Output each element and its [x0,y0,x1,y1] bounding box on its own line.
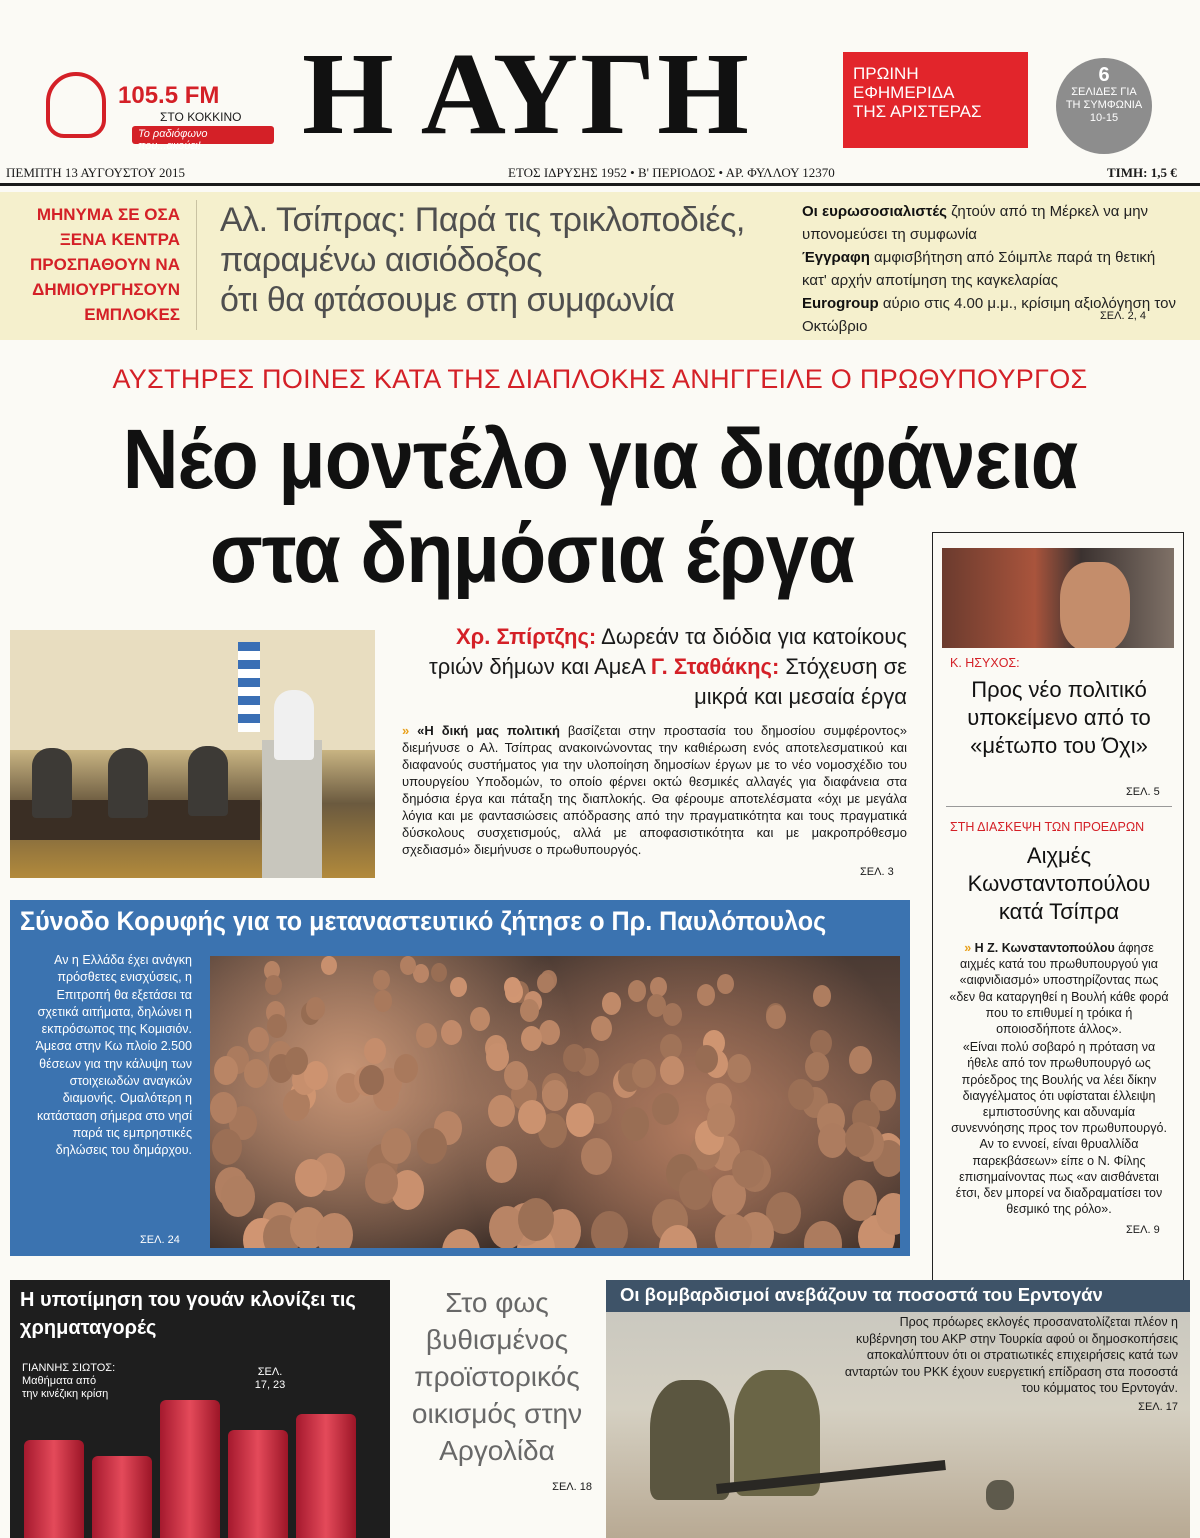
crowd-head [602,992,621,1015]
badge-line: ΣΕΛΙΔΕΣ ΓΙΑ [1071,86,1137,98]
crowd-head [845,1122,874,1157]
body-lead: Η Ζ. Κωνσταντοπούλου [974,941,1115,955]
radio-ad[interactable] [40,68,262,152]
banknote-roll [24,1440,84,1538]
crowd-head [416,1023,437,1048]
arrow-icon: » [402,723,410,738]
crowd-head [707,1103,735,1137]
banknote-roll [92,1456,152,1538]
badge-line: 10-15 [1089,112,1119,124]
crowd-head [304,1061,328,1090]
crowd-head [486,1146,517,1183]
crowd-head [518,1100,546,1134]
argolida-headline: Στο φως βυθισμένος προϊστορικός οικισμός στην Αργολίδα [411,1287,583,1466]
crowd-head [813,985,831,1007]
subhead-name: Χρ. Σπίρτζης: [455,624,597,649]
main-subhead [402,622,907,712]
portrait-face [1060,562,1130,648]
strip-headline-line: Αλ. Τσίπρας: Παρά τις τρικλοποδιές, [220,201,745,239]
right-kicker: Κ. ΗΣΥΧΟΣ: [950,656,1020,670]
crowd-head [732,1150,764,1188]
main-kicker: ΑΥΣΤΗΡΕΣ ΠΟΙΝΕΣ ΚΑΤΑ ΤΗΣ ΔΙΑΠΛΟΚΗΣ ΑΝΗΓΓΕΙΛΕ Ο ΠΡΩΘΥΠΟΥΡΓΟΣ [112,364,1088,394]
crowd-head [717,974,734,994]
subhead-text: Δωρεάν τα διόδια για κατοίκους τριών δήμων και ΑμεΑ [429,624,907,679]
crowd-head [628,980,646,1002]
crowd-head [621,1107,649,1141]
crowd-head [766,1005,786,1029]
greek-flag-icon [238,642,260,732]
crowd-head [818,1123,847,1158]
radio-subtitle: ΣΤΟ ΚΟΚΚΙΝΟ [160,110,242,124]
argolida-story[interactable] [402,1284,592,1506]
yuan-story[interactable] [10,1280,390,1538]
body-lead: «Η δική μας πολιτική [417,723,560,738]
price: ΤΙΜΗ: 1,5 € [1107,165,1177,180]
newspaper-logo: Η ΑΥΓΗ [302,28,751,159]
photo-person [32,748,72,818]
right-kicker: ΣΤΗ ΔΙΑΣΚΕΨΗ ΤΩΝ ΠΡΟΕΔΡΩΝ [950,820,1145,834]
strip-headline-line: ότι θα φτάσουμε στη συμφωνία [220,281,675,319]
top-strip [0,192,1200,340]
body-text: «Είναι πολύ σοβαρό η πρόταση να ήθελε από τον πρωθυπουργό ως πρόεδρος της Βουλής να λέει δίκην διαγγέλματος ότι υφίσταται έλλειψη εμπιστοσύνης και αδυναμία συνεννόησης προς τον πρωθυπουργό. Αν το εννοεί, είναι θρυαλλίδα παρεκβάσεων» είπε ο Ν. Φίλης επισημαίνοντας πως «αν αισθάνεται έτσι, δεν μπορεί να διαδραματίσει τον θεσμικό της ρόλο». [951,1040,1167,1217]
photo-backdrop [10,630,375,750]
crowd-head [265,975,282,995]
arrow-icon: » [964,941,972,955]
crowd-head [221,1176,255,1217]
crowd-head [591,1016,612,1041]
strip-left-line: ΞΕΝΑ ΚΕΝΤΡΑ [59,230,180,249]
issue-info: ΕΤΟΣ ΙΔΡΥΣΗΣ 1952 • Β' ΠΕΡΙΟΔΟΣ • ΑΡ. ΦΥΛΛΟΥ 12370 [508,165,835,180]
right-headline[interactable]: Προς νέο πολιτικό υποκείμενο από το «μέτωπο του Όχι» [967,677,1151,758]
crowd-head [450,977,467,997]
yuan-caption [22,1362,115,1401]
body-text: Προς πρόωρες εκλογές προσανατολίζεται πλέον η κυβέρνηση του ΑΚΡ στην Τουρκία αφού οι δημοσκοπήσεις αποκαλύπτουν ότι οι στρατιωτικές επιχειρήσεις κατά των ανταρτών του ΡΚΚ έχουν ευεργετική επίδραση στα ποσοστά του κόμματος του Ερντογάν. [844,1315,1178,1395]
badge-number: 6 [1098,64,1110,86]
strip-divider [196,200,197,330]
crowd-head [849,1046,872,1074]
crowd-head [520,999,539,1022]
banknote-roll [160,1400,220,1538]
crowd-head [566,1103,594,1137]
crowd-head [417,1128,447,1164]
crowd-head [660,1056,684,1085]
crowd-head [400,956,416,975]
crowd-head [591,1211,628,1248]
main-body [402,722,907,858]
crowd-head [321,956,337,975]
photo-person [188,746,228,816]
turkey-headline: Οι βομβαρδισμοί ανεβάζουν τα ποσοστά του Ερντογάν [620,1284,1103,1305]
photo-person [274,690,314,760]
soldier-figure [986,1480,1014,1510]
strip-left-line: ΠΡΟΣΠΑΘΟΥΝ ΝΑ [29,255,180,274]
migration-body: Αν η Ελλάδα έχει ανάγκη πρόσθετες ενισχύσεις, η Επιτροπή θα εξετάσει τα σχετικά αιτήματα, δηλώνει η εκπρόσωπος της Κομισιόν. Άμεσα στην Κω πλοίο 2.500 θέσεων για την κάλυψη των στοιχειωδών αναγκών διαμονής. Ομαλότερη η κατάσταση σήμερα στο νησί παρά τις εμπρηστικές δηλώσεις του δημάρχου. [35,953,192,1158]
crowd-head [697,984,715,1006]
masthead-tagline-box [843,52,1028,148]
crowd-head [374,990,392,1012]
column-divider [946,806,1172,807]
caption-text: Μαθήματα από την κινέζικη κρίση [22,1375,109,1400]
crowd-head [521,1026,542,1051]
crowd-head [285,1047,308,1075]
crowd-head [394,1054,418,1083]
crowd-head [212,1129,242,1165]
photo-person [108,748,148,818]
crowd-head [632,1059,656,1088]
main-headline-line: Νέο μοντέλο για διαφάνεια [122,412,1078,506]
crowd-head [248,1027,269,1052]
radio-frequency: 105.5 FM [118,82,220,109]
body-text: άφησε αιχμές κατά του πρωθυπουργού για «αιφνιδιασμό» υποστηρίζοντας πως «δεν θα καταργηθεί η Βουλή κάθε φορά που το επιθυμεί η τρόικα ή οποιοσδήποτε άλλος». [949,941,1169,1037]
crowd-head [542,1080,568,1111]
page-ref: ΣΕΛ. 5 [1126,786,1160,798]
brief-lead: Έγγραφη [802,249,870,266]
right-body [946,940,1172,1217]
crowd-head [504,1061,528,1090]
crowd-head [537,973,554,993]
photo-podium [262,740,322,878]
yuan-headline: Η υποτίμηση του γουάν κλονίζει τις χρηματαγορές [20,1289,356,1339]
brief-text: ζητούν από τη Μέρκελ να μην υπονομεύσει τη συμφωνία [802,203,1149,243]
subhead-text: Στόχευση σε μικρά και μεσαία έργα [694,654,907,709]
strip-headline-line: παραμένω αισιόδοξος [220,241,542,279]
crowd-head [805,1052,829,1081]
main-headline-line: στα δημόσια έργα [209,506,855,600]
banknote-roll [228,1430,288,1538]
crowd-photo [210,956,900,1248]
crowd-head [359,1065,384,1095]
brief-lead: Eurogroup [802,295,879,312]
crowd-head [306,997,325,1020]
crowd-head [244,1059,268,1088]
right-column-photo [942,548,1174,648]
crowd-head [727,1054,751,1083]
issue-date: ΠΕΜΠΤΗ 13 ΑΥΓΟΥΣΤΟΥ 2015 [6,165,186,180]
crowd-head [843,1180,877,1221]
crowd-head [267,1014,287,1038]
brief-text: αύριο στις 4.00 μ.μ., κρίσιμη αξιολόγηση τον Οκτώβριο [802,295,1176,335]
tagline-line: ΤΗΣ ΑΡΙΣΤΕΡΑΣ [853,102,982,121]
crowd-head [563,1044,586,1072]
crowd-head [373,970,390,990]
crowd-head [804,1221,842,1248]
crowd-head [788,1079,814,1110]
dateline [0,163,1200,183]
page-ref: ΣΕΛ. 24 [140,1234,180,1246]
agreement-pages-badge[interactable] [1056,58,1152,154]
subhead-name: Γ. Σταθάκης: [650,654,780,679]
crowd-head [652,1093,679,1125]
crowd-head [295,1159,327,1197]
crowd-head [431,963,447,982]
page-ref: ΣΕΛ. 3 [860,866,894,878]
right-headline[interactable]: Αιχμές Κωνσταντοπούλου κατά Τσίπρα [967,843,1151,924]
page-ref: ΣΕΛ. 18 [552,1481,592,1493]
crowd-head [470,1007,490,1031]
page-ref: ΣΕΛ. 9 [1126,1224,1160,1236]
page-ref: ΣΕΛ. 2, 4 [1100,310,1146,322]
crowd-head [486,1043,509,1071]
migration-headline[interactable]: Σύνοδο Κορυφής για το μεταναστευτικό ζήτησε ο Πρ. Παυλόπουλος [20,906,827,936]
brief-lead: Οι ευρωσοσιαλιστές [802,203,947,220]
crowd-head [442,1229,480,1248]
body-text: βασίζεται στην προστασία του δημοσίου συμφέροντος» διεμήνυσε ο Αλ. Τσίπρας ανακοινώνοντας την καθιέρωση ενός αποτελεσματικού και διαφανούς συστήματος για την υλοποίηση δημοσίων έργων με το νέο νομοσχέδιο του υπουργείου Υποδομών, το οποίο φέρνει οκτώ θεσμικές αλλαγές για διαφάνεια στα δημόσια έργα και πάταξη της διαπλοκής. Θα φέρουμε αποτελέσματα «όχι με μεγάλα λόγια και με φαντασιώσεις απόδρασης από την πραγματικότητα και τους πραγματικά δύσκολους συσχετισμούς, αλλά με αποφασιστικότητα και με μακροπρόθεσμο σχεδιασμό» διεμήνυσε ο πρωθυπουργός. [402,723,907,857]
strip-left-line: ΔΗΜΙΟΥΡΓΗΣΟΥΝ [32,280,180,299]
crowd-head [581,1138,612,1175]
crowd-head [214,1056,238,1085]
strip-left-kicker[interactable] [20,202,180,327]
lightbulb-icon [46,72,106,138]
caption-name: ΓΙΑΝΝΗΣ ΣΙΩΤΟΣ: [22,1362,116,1374]
turkey-body [844,1314,1178,1415]
migration-story [10,900,910,1256]
badge-line: ΤΗ ΣΥΜΦΩΝΙΑ [1065,99,1143,111]
crowd-head [663,1003,682,1026]
crowd-head [518,1198,554,1241]
crowd-head [381,1128,411,1164]
strip-left-line: ΕΜΠΛΟΚΕΣ [84,305,180,324]
tagline-line: ΠΡΩΙΝΗ [853,64,919,83]
page-ref: ΣΕΛ. 17 [1138,1400,1178,1413]
page-ref: ΣΕΛ. 17, 23 [254,1366,286,1391]
tagline-line: ΕΦΗΜΕΡΙΔΑ [853,83,955,102]
crowd-head [695,1045,718,1073]
crowd-head [539,1020,560,1045]
main-photo [10,630,375,878]
turkey-story[interactable] [606,1280,1190,1538]
strip-left-line: ΜΗΝΥΜΑ ΣΕ ΟΣΑ [36,205,180,224]
crowd-head [365,1163,398,1203]
strip-headline[interactable] [220,200,775,320]
radio-tagline: Το ραδιόφωνο που...ακούει! [132,126,274,144]
crowd-head [488,1095,515,1127]
crowd-head [679,1170,712,1210]
masthead-rule [0,183,1200,186]
soldier-figure [650,1380,730,1500]
crowd-head [316,1213,353,1248]
brief-text: αμφισβήτηση από Σόιμπλε παρά τη θετική κατ' αρχήν αποτίμηση της καγκελαρίας [802,249,1156,289]
banknote-roll [296,1414,356,1538]
crowd-head [364,1038,386,1064]
crowd-head [441,1020,462,1045]
